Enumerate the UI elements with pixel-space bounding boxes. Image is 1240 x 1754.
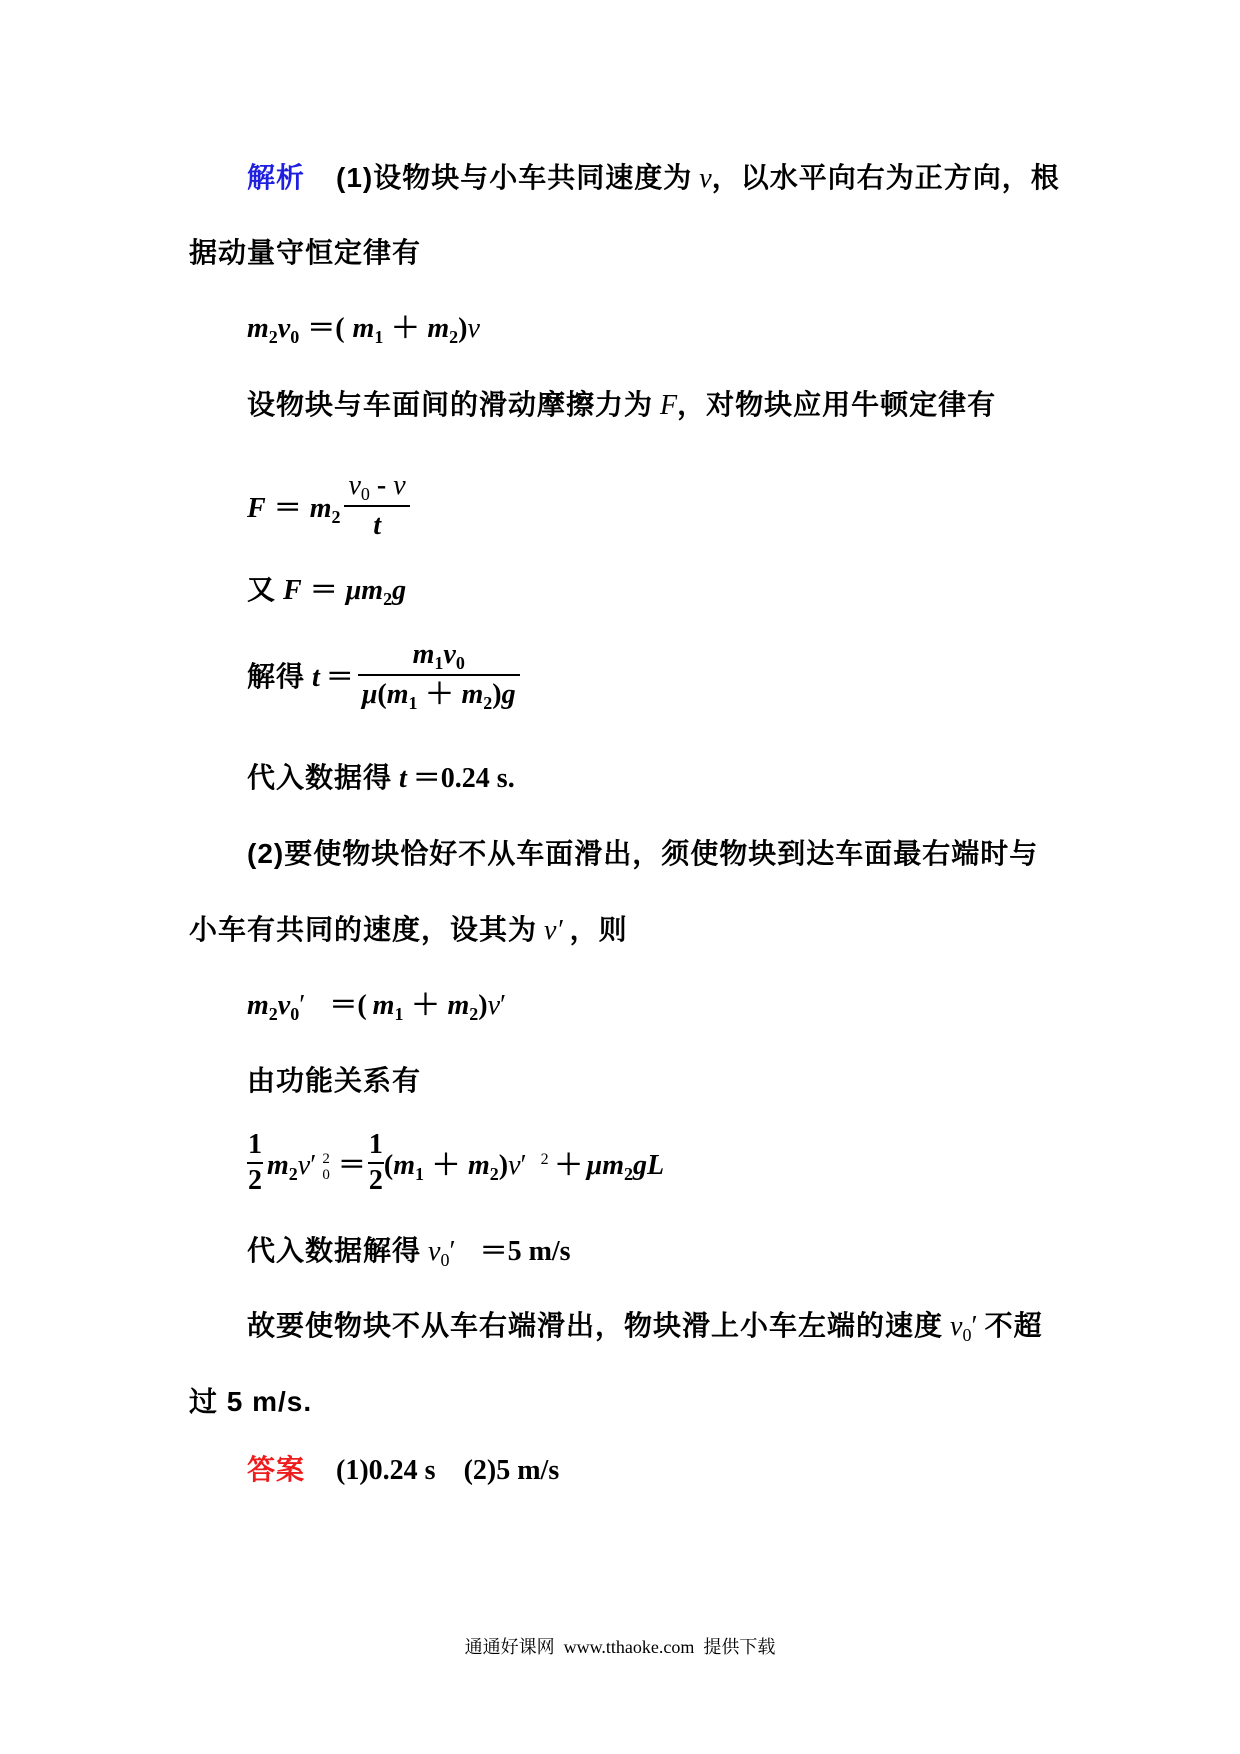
math-subscript: 0 bbox=[290, 327, 300, 347]
math-symbol: v bbox=[348, 470, 361, 501]
math-symbol: m bbox=[361, 575, 384, 606]
result-value: ＝5 m/s bbox=[479, 1236, 571, 1267]
fraction-denominator: 2 bbox=[248, 1165, 262, 1196]
math-subscript: 0 bbox=[360, 484, 370, 504]
analysis-text-1a: (1)设物块与小车共同速度为 bbox=[336, 162, 693, 193]
math-subscript: 0 bbox=[962, 1325, 972, 1345]
analysis-line-4 bbox=[247, 385, 996, 425]
math-prime: ′ bbox=[971, 1311, 978, 1342]
math-subscript: 1 bbox=[394, 1004, 404, 1024]
math-operator: - bbox=[369, 470, 394, 501]
math-operator: ) bbox=[478, 990, 488, 1021]
math-operator: ＋ bbox=[425, 679, 454, 710]
math-symbol: v bbox=[277, 990, 291, 1021]
newton-lhs bbox=[247, 486, 340, 526]
math-symbol: m bbox=[386, 679, 409, 710]
math-symbol: v bbox=[487, 990, 501, 1021]
analysis-line-1 bbox=[247, 158, 1060, 198]
energy-term-2 bbox=[384, 1143, 664, 1183]
math-symbol: g bbox=[501, 679, 516, 710]
math-symbol: v bbox=[950, 1311, 963, 1342]
math-subscript: 2 bbox=[449, 327, 459, 347]
velocity-prime-symbol: v′ bbox=[544, 915, 563, 946]
fraction-denominator bbox=[358, 676, 520, 712]
half-fraction-1 bbox=[247, 1130, 263, 1196]
math-subscript: 2 bbox=[483, 693, 493, 713]
math-symbol: m bbox=[427, 313, 450, 344]
conclusion-line-2 bbox=[189, 1382, 312, 1422]
result-prefix: 代入数据解得 bbox=[247, 1235, 422, 1266]
solve-prefix: 解得 bbox=[247, 661, 306, 692]
friction-equation bbox=[247, 570, 406, 610]
friction-prefix: 又 bbox=[247, 574, 277, 605]
math-operator: ＋ bbox=[391, 313, 420, 344]
result-line-1 bbox=[247, 758, 515, 798]
analysis-text-10b: ，则 bbox=[569, 914, 628, 945]
momentum-equation-1 bbox=[247, 309, 480, 349]
math-operator: ＝ bbox=[273, 493, 302, 524]
fraction-numerator: 1 bbox=[368, 1130, 384, 1164]
math-symbol: m bbox=[461, 679, 484, 710]
math-symbol: g bbox=[392, 575, 407, 606]
math-symbol: m bbox=[309, 493, 332, 524]
math-operator: ) bbox=[458, 313, 468, 344]
conclusion-text-b: 不超 bbox=[984, 1310, 1043, 1341]
math-symbol: μ bbox=[361, 679, 378, 710]
math-subscript: 0 bbox=[440, 1250, 450, 1270]
math-symbol: m bbox=[372, 990, 395, 1021]
math-symbol: v bbox=[297, 1149, 311, 1181]
math-operator: ＋ bbox=[554, 1150, 583, 1181]
result-value: ＝0.24 s. bbox=[412, 763, 515, 794]
sup-sub-stack bbox=[322, 1151, 330, 1183]
energy-equation bbox=[247, 1118, 664, 1208]
conclusion-text-a: 故要使物块不从车右端滑出，物块滑上小车左端的速度 bbox=[247, 1310, 944, 1341]
answer-line bbox=[247, 1450, 559, 1490]
math-prime: ′ bbox=[500, 990, 507, 1021]
analysis-line-2 bbox=[189, 233, 421, 273]
math-symbol: m bbox=[412, 639, 435, 670]
math-symbol: t bbox=[312, 662, 320, 693]
math-subscript: 2 bbox=[268, 327, 278, 347]
math-subscript: 2 bbox=[624, 1164, 634, 1184]
analysis-text-12: 由功能关系有 bbox=[247, 1065, 422, 1096]
math-operator: ) bbox=[498, 1150, 509, 1181]
velocity-symbol: v bbox=[699, 163, 712, 194]
analysis-text-9: (2)要使物块恰好不从车面滑出，须使物块到达车面最右端时与 bbox=[247, 838, 1039, 869]
fraction-denominator bbox=[344, 507, 409, 543]
analysis-text-2: 据动量守恒定律有 bbox=[189, 237, 422, 268]
math-symbol: m bbox=[267, 1149, 289, 1181]
answer-part-2: (2)5 m/s bbox=[463, 1455, 560, 1486]
math-subscript: 0 bbox=[322, 1167, 330, 1184]
math-operator: ＝ bbox=[337, 1149, 366, 1181]
math-symbol: m bbox=[447, 990, 470, 1021]
solve-lhs bbox=[247, 655, 354, 695]
math-symbol: m bbox=[352, 313, 375, 344]
math-operator: ＝ bbox=[309, 575, 338, 606]
math-operator: ( bbox=[383, 1150, 394, 1181]
math-subscript: 2 bbox=[268, 1004, 278, 1024]
math-symbol: F bbox=[283, 575, 302, 606]
math-superscript: 2 bbox=[322, 1151, 330, 1168]
math-operator: ) bbox=[492, 679, 502, 710]
math-subscript: 1 bbox=[374, 327, 384, 347]
force-symbol: F bbox=[660, 390, 678, 421]
math-prime: ′ bbox=[299, 990, 306, 1021]
newton-fraction bbox=[344, 469, 409, 543]
math-symbol: μ bbox=[586, 1150, 603, 1181]
math-symbol: m bbox=[393, 1150, 415, 1181]
conclusion-line-1 bbox=[247, 1306, 1043, 1346]
analysis-line-9 bbox=[247, 834, 1038, 874]
math-subscript: 2 bbox=[331, 507, 341, 527]
answer-part-1: (1)0.24 s bbox=[336, 1455, 436, 1486]
math-prime: ′ bbox=[520, 1150, 527, 1181]
analysis-text-1b: ，以水平向右为正方向，根 bbox=[711, 162, 1060, 193]
math-symbol: m bbox=[247, 990, 269, 1021]
math-operator: ( bbox=[377, 679, 387, 710]
analysis-text-4a: 设物块与车面间的滑动摩擦力为 bbox=[247, 389, 654, 420]
math-symbol: μ bbox=[345, 575, 362, 606]
math-subscript: 1 bbox=[408, 693, 418, 713]
solve-equation bbox=[247, 630, 524, 720]
result-line-2 bbox=[247, 1231, 571, 1271]
analysis-text-4b: ，对物块应用牛顿定律有 bbox=[677, 389, 997, 420]
math-operator: ＝ bbox=[325, 662, 354, 693]
result-prefix: 代入数据得 bbox=[247, 762, 393, 793]
newton-equation bbox=[247, 461, 414, 551]
answer-label: 答案 bbox=[247, 1454, 306, 1485]
analysis-line-12 bbox=[247, 1061, 421, 1101]
math-operator: ＝( bbox=[329, 990, 367, 1021]
math-subscript: 2 bbox=[469, 1004, 479, 1024]
fraction-numerator bbox=[358, 638, 520, 676]
math-prime: ′ bbox=[310, 1149, 317, 1181]
math-prime: ′ bbox=[449, 1236, 456, 1267]
math-symbol: v bbox=[443, 639, 456, 670]
math-superscript: 2 bbox=[540, 1151, 549, 1168]
math-subscript: 1 bbox=[434, 653, 444, 673]
math-symbol: v bbox=[277, 313, 291, 344]
math-symbol: v bbox=[428, 1236, 441, 1267]
conclusion-text-c: 过 5 m/s. bbox=[189, 1386, 313, 1417]
analysis-text-10a: 小车有共同的速度，设其为 bbox=[189, 914, 538, 945]
fraction-numerator bbox=[344, 469, 409, 507]
page-footer: 通通好课网 www.tthaoke.com 提供下载 bbox=[464, 1637, 776, 1657]
solve-fraction bbox=[358, 638, 520, 712]
math-subscript: 2 bbox=[489, 1164, 499, 1184]
math-symbol: m bbox=[467, 1150, 490, 1181]
math-symbol: v bbox=[393, 470, 406, 501]
math-symbol: t bbox=[373, 510, 381, 541]
math-symbol: v bbox=[467, 313, 480, 344]
math-symbol: F bbox=[247, 493, 266, 524]
half-fraction-2 bbox=[368, 1130, 384, 1196]
math-subscript: 2 bbox=[288, 1163, 298, 1184]
analysis-line-10 bbox=[189, 910, 628, 950]
math-symbol: t bbox=[399, 763, 407, 794]
analysis-label: 解析 bbox=[247, 162, 306, 193]
math-subscript: 0 bbox=[290, 1004, 300, 1024]
fraction-numerator: 1 bbox=[247, 1130, 263, 1164]
momentum-equation-2 bbox=[247, 986, 506, 1026]
math-symbol: m bbox=[602, 1150, 625, 1181]
math-subscript: 2 bbox=[383, 589, 393, 609]
math-symbol: v bbox=[508, 1150, 521, 1181]
energy-term-1 bbox=[267, 1143, 368, 1184]
math-symbol: m bbox=[247, 313, 269, 344]
math-operator: ＋ bbox=[431, 1150, 460, 1181]
math-subscript: 0 bbox=[455, 653, 465, 673]
math-operator: ＋ bbox=[411, 990, 440, 1021]
math-symbol: g bbox=[633, 1150, 648, 1181]
fraction-denominator: 2 bbox=[368, 1165, 383, 1196]
math-subscript: 1 bbox=[414, 1164, 424, 1184]
math-operator: ＝( bbox=[307, 313, 345, 344]
math-symbol: L bbox=[647, 1150, 665, 1181]
